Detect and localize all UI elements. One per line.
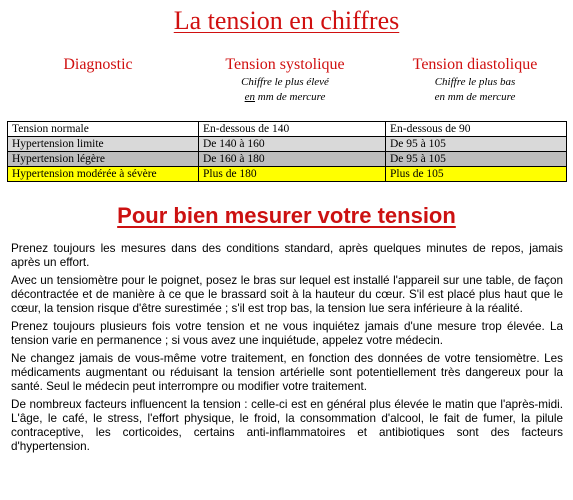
page-title-text: La tension en chiffres <box>173 6 400 35</box>
table-column-headers <box>0 56 573 108</box>
paragraph: Prenez toujours les mesures dans des conditions standard, après quelques minutes de repos, jamais après un effort. <box>11 242 563 269</box>
diastolic-cell: Plus de 105 <box>386 167 567 182</box>
diastolic-header-title: Tension diastolique <box>412 56 538 73</box>
diastolic-cell: En-dessous de 90 <box>386 122 567 137</box>
table-row <box>8 122 567 137</box>
systolic-sub2-rest: mm de mercure <box>255 91 326 103</box>
systolic-header <box>190 56 380 104</box>
systolic-header-sub2 <box>190 91 380 104</box>
table-row <box>8 137 567 152</box>
diastolic-header <box>380 56 570 104</box>
section-heading <box>0 203 573 229</box>
systolic-cell: De 160 à 180 <box>199 152 386 167</box>
systolic-cell: Plus de 180 <box>199 167 386 182</box>
paragraph: Ne changez jamais de vous-même votre traitement, en fonction des données de votre tensiomètre. Les médicaments augmentant ou réduisant la tension artérielle sont potentiellement très dangereux pour la santé. Seul le médecin peut interrompre ou modifier votre traitement. <box>11 352 563 393</box>
systolic-sub2-prefix: en <box>244 91 256 103</box>
diagnostic-header <box>8 56 188 74</box>
diagnostic-cell: Hypertension limite <box>8 137 199 152</box>
diagnostic-cell: Hypertension légère <box>8 152 199 167</box>
diastolic-cell: De 95 à 105 <box>386 137 567 152</box>
advice-text <box>11 242 563 458</box>
diagnostic-cell: Hypertension modérée à sévère <box>8 167 199 182</box>
systolic-header-title: Tension systolique <box>225 56 345 73</box>
table-row <box>8 152 567 167</box>
table-row <box>8 167 567 182</box>
section-heading-text: Pour bien mesurer votre tension <box>117 203 456 228</box>
diagnostic-header-title: Diagnostic <box>63 56 133 73</box>
paragraph: Prenez toujours plusieurs fois votre tension et ne vous inquiétez jamais d'une mesure trop élevée. La tension varie en permanence ; si vous avez une inquiétude, appelez votre médecin. <box>11 320 563 347</box>
diagnostic-cell: Tension normale <box>8 122 199 137</box>
diastolic-cell: De 95 à 105 <box>386 152 567 167</box>
paragraph: Avec un tensiomètre pour le poignet, posez le bras sur lequel est installé l'appareil sur une table, de façon décontractée et de manière à ce que le brassard soit à la hauteur du cœur. S'il est placé plus haut que le cœur, la tension risque d'être surestimée ; s'il est trop bas, la tension lue sera inférieure à la réalité. <box>11 274 563 315</box>
page-title <box>0 6 573 36</box>
diastolic-header-sub2: en mm de mercure <box>434 91 516 103</box>
paragraph: De nombreux facteurs influencent la tension : celle-ci est en général plus élevée le matin que l'après-midi. L'âge, le café, le stress, l'effort physique, le froid, la consommation d'alcool, le fait de fumer, la pilule contraceptive, les corticoides, certains anti-inflammatoires et antibiotiques sont des facteurs d'hypertension. <box>11 398 563 453</box>
systolic-header-sub1: Chiffre le plus élevé <box>241 76 329 88</box>
blood-pressure-table <box>7 121 567 182</box>
systolic-cell: De 140 à 160 <box>199 137 386 152</box>
systolic-cell: En-dessous de 140 <box>199 122 386 137</box>
diastolic-header-sub1: Chiffre le plus bas <box>434 76 516 88</box>
